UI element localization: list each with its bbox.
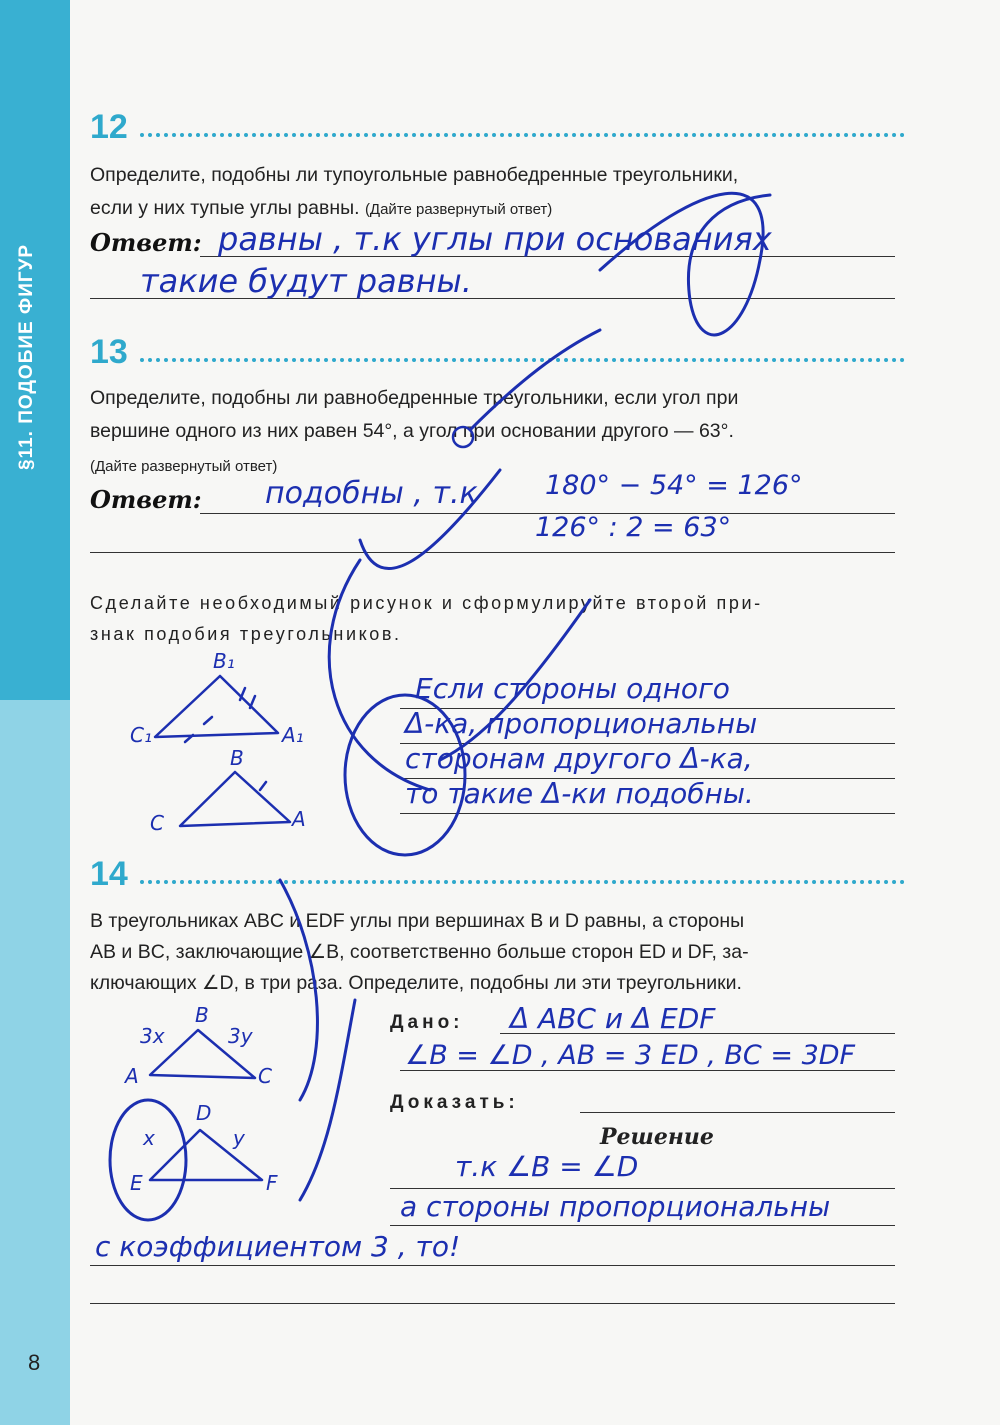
label14-a: A [125,1064,139,1088]
task-12-number: 12 [90,108,128,146]
task-12-question-line1: Определите, подобны ли тупоугольные равнобедренные треугольники, [90,164,739,186]
label14-3x: 3x [140,1024,165,1048]
task-13-handwriting-calc1: 180° − 54° = 126° [545,470,803,501]
task-13-number: 13 [90,333,128,371]
task-13-answer-label: Ответ: [90,485,202,514]
task-14-question-line3: ключающих ∠D, в три раза. Определите, подобны ли эти треугольники. [90,972,742,994]
task-13-hint: (Дайте развернутый ответ) [90,458,278,475]
given-handwriting2: ∠B = ∠D , AB = 3 ED , BC = 3DF [405,1040,856,1071]
task-13-handwriting-answer: подобны , т.к [265,476,478,511]
label14-d: D [196,1101,212,1125]
triangle-edf-14 [150,1130,262,1180]
task-12-question-line2-text: если у них тупые углы равны. [90,197,360,219]
sidebar-title: §11. ПОДОБИЕ ФИГУР [16,243,37,470]
ink-scribble-1 [600,193,770,335]
label-b: B [230,746,244,770]
label14-x: x [143,1126,155,1150]
label14-y: y [233,1126,245,1150]
label-c: C [150,811,164,835]
label14-3y: 3y [228,1024,253,1048]
sign-handwriting2: Δ-ка, пропорциональны [405,707,758,740]
given-label: Дано: [390,1012,464,1033]
ink-circle-1 [345,695,465,855]
page-number: 8 [28,1350,41,1375]
task-13-handwriting-calc2: 126° : 2 = 63° [535,512,732,543]
solution-handwriting1: т.к ∠B = ∠D [455,1150,639,1183]
sign-handwriting1: Если стороны одного [415,672,730,705]
task-14-question-line1: В треугольниках ABC и EDF углы при вершинах B и D равны, а стороны [90,910,745,932]
sign-question-line2: знак подобия треугольников. [90,624,402,644]
task-14-number: 14 [90,855,128,893]
prove-label: Доказать: [390,1092,519,1113]
sign-handwriting4: то такие Δ-ки подобны. [405,777,754,810]
task-13-question-line1: Определите, подобны ли равнобедренные треугольники, если угол при [90,387,739,409]
solution-handwriting3: с коэффициентом 3 , то! [95,1230,461,1263]
label14-f: F [266,1171,278,1195]
solution-label: Решение [600,1124,714,1150]
task-12-handwriting-line1: равны , т.к углы при основаниях [218,220,772,258]
task-13-question-line2: вершине одного из них равен 54°, а угол при основании другого — 63°. [90,420,734,442]
label-a: A [292,807,306,831]
sign-handwriting3: сторонам другого Δ-ка, [405,742,753,775]
sign-question-line1: Сделайте необходимый рисунок и сформулируйте второй при- [90,593,763,613]
label-b1: B₁ [213,649,235,673]
task-12-answer-label: Ответ: [90,228,202,257]
triangle-abc [180,772,290,826]
task-14-question-line2: AB и BC, заключающие ∠B, соответственно больше сторон ED и DF, за- [90,941,749,963]
task-12-hint: (Дайте развернутый ответ) [364,201,553,218]
label14-e: E [130,1171,143,1195]
label14-b: B [195,1003,209,1027]
triangle-a1b1c1 [155,676,278,737]
label-c1: C₁ [130,723,152,747]
solution-handwriting2: а стороны пропорциональны [400,1190,831,1223]
given-handwriting1: Δ ABC и Δ EDF [510,1002,716,1035]
task-12-handwriting-line2: такие будут равны. [140,262,472,300]
ink-circle-2 [110,1100,186,1220]
label-a1: A₁ [282,723,304,747]
label14-c: C [258,1064,272,1088]
